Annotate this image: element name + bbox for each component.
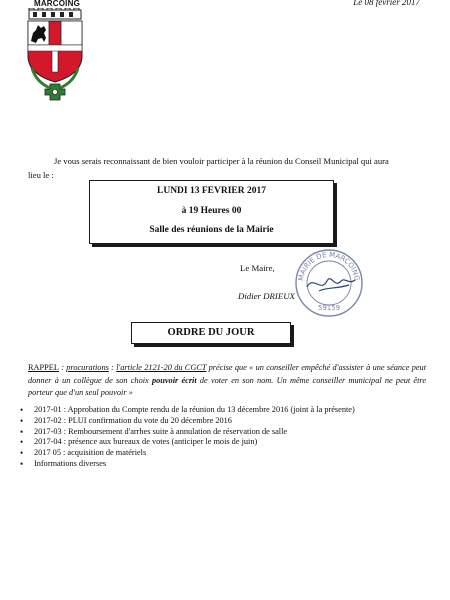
intro-text: Je vous serais reconnaissant de bien vouloir participer à la réunion du Conseil Municipal qui aura xyxy=(54,156,389,166)
letter-date: Le 08 février 2017 xyxy=(353,0,420,7)
agenda-item: • 2017-04 : présence aux bureaux de votes (anticiper le mois de juin) xyxy=(20,437,430,448)
town-hall-stamp xyxy=(293,247,365,319)
signature-scribble xyxy=(307,279,355,291)
rappel-text-b: de voter en son nom. Un même conseiller municipal ne peut être porteur que d'un seul pouvoir » xyxy=(28,375,427,397)
rappel-article: l'article 2121-20 du CGCT xyxy=(116,363,207,372)
agenda-item: • 2017-03 : Remboursement d'arrhes suite à annulation de réservation de salle xyxy=(20,427,430,438)
meeting-details-box xyxy=(89,180,334,244)
rappel-paragraph: RAPPEL : procurations : l'article 2121-20 du CGCT précise que « un conseiller empêché d'assister à une séance peut donner à un collègue de son choix pouvoir écrit de voter en son nom. Un même conseiller municipal ne peut être porteur que d'un seul pouvoir » xyxy=(28,363,427,397)
agenda-title: ORDRE DU JOUR xyxy=(131,322,291,344)
stamp-top-text: MAIRIE DE MARCOING xyxy=(297,250,361,282)
mayor-name: Didier DRIEUX xyxy=(238,291,295,301)
agenda-item: • 2017-01 : Approbation du Compte rendu de la réunion du 13 décembre 2016 (joint à la présente) xyxy=(20,405,430,416)
agenda-list xyxy=(20,405,430,470)
rappel-bold-words: pouvoir écrit xyxy=(151,375,197,385)
stamp-postal-code: 59159 xyxy=(317,304,341,312)
rappel-text-a: précise que « un conseiller empêché d'assister à une séance peut donner à un collègue de son choix xyxy=(28,363,427,385)
agenda-item: • 2017 05 : acquisition de matériels xyxy=(20,448,430,459)
agenda-item: • 2017-02 : PLUI confirmation du vote du 20 décembre 2016 xyxy=(20,416,430,427)
mayor-title: Le Maire, xyxy=(240,263,275,273)
rappel-procurations: procurations xyxy=(66,363,109,372)
meeting-date: LUNDI 13 FEVRIER 2017 xyxy=(157,186,266,196)
intro-text-continued: lieu le : xyxy=(28,170,54,180)
town-crest-logo xyxy=(22,8,88,104)
town-name: MARCOING xyxy=(33,0,81,8)
meeting-time: à 19 Heures 00 xyxy=(181,206,242,216)
agenda-item: • Informations diverses xyxy=(20,459,430,470)
meeting-place: Salle des réunions de la Mairie xyxy=(149,225,274,235)
rappel-label: RAPPEL xyxy=(28,363,59,372)
